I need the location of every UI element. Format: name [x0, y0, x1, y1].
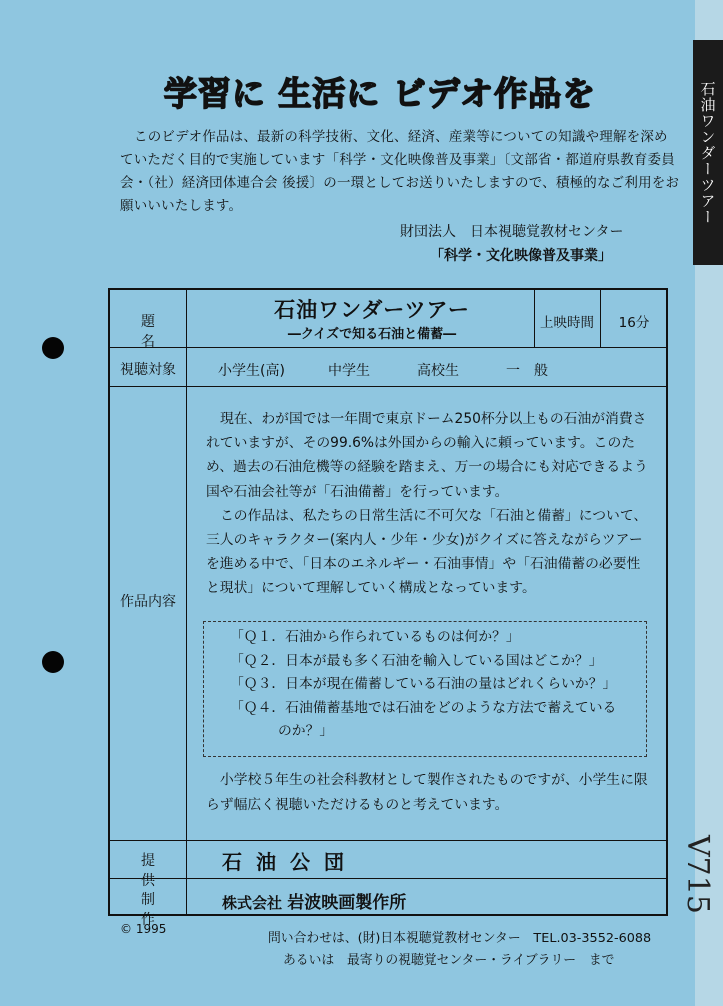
film-title: 石油ワンダーツアー: [274, 298, 470, 322]
program-name: 「科学・文化映像普及事業」: [430, 248, 612, 264]
side-title-tab: 石油ワンダーツアー: [693, 40, 723, 265]
content-paragraph: この作品は、私たちの日常生活に不可欠な「石油と備蓄」について、三人のキャラクター(案内人・少年・少女)がクイズに答えながらツアーを進める中で、「日本のエネルギー・石油事情」や「石油備蓄の必要性と現状」について理解していく構成となっています。: [206, 507, 648, 597]
audience-label: 視聴対象: [120, 362, 176, 378]
intro-paragraph: このビデオ作品は、最新の科学技術、文化、経済、産業等についての知識や理解を深めていただく目的で実施しています「科学・文化映像普及事業」〔文部省・都道府県教育委員会・（社）経済団体連合会 後援〕の一環としてお送りいたしますので、積極的なご利用をお願いいいたします。: [120, 129, 680, 214]
provider-label: 提 供: [141, 853, 205, 889]
duration-value: 16分: [618, 315, 650, 331]
handwritten-code: V715: [680, 835, 715, 914]
closing-text: [206, 768, 651, 817]
producer-prefix: 株式会社: [222, 894, 283, 912]
audience-item: 小学生(高): [218, 363, 285, 379]
punch-hole-top: [42, 337, 64, 359]
film-subtitle: ―クイズで知る石油と備蓄―: [287, 327, 457, 342]
provider-name: 石油公団: [222, 850, 358, 874]
row-divider: [110, 878, 666, 879]
punch-hole-bottom: [42, 651, 64, 673]
organization-name: 財団法人 日本視聴覚教材センター: [400, 224, 624, 240]
quiz-question: 「Ｑ４．石油備蓄基地では石油をどのような方法で蓄えている のか？」: [230, 699, 617, 739]
content-label: 作品内容: [120, 594, 176, 610]
producer-name: [222, 888, 406, 913]
inquiry-line: 問い合わせは、(財)日本視聴覚教材センター TEL.03-3552-6088: [268, 931, 652, 946]
duration-label: 上映時間: [540, 315, 594, 331]
row-divider: [110, 840, 666, 841]
title-label: 題 名: [141, 314, 205, 350]
quiz-question: 「Ｑ２．日本が最も多く石油を輸入している国はどこか？」: [230, 652, 603, 669]
audience-item: 中学生: [328, 363, 370, 379]
content-text: [206, 407, 651, 601]
quiz-question: 「Ｑ３．日本が現在備蓄している石油の量はどれくらいか？」: [230, 676, 617, 692]
audience-item: 高校生: [417, 363, 459, 379]
producer-company: 岩波映画製作所: [287, 893, 407, 913]
producer-label: 制 作: [141, 892, 205, 928]
row-divider: [110, 347, 666, 348]
audience-item: 一 般: [506, 363, 548, 379]
quiz-box: [203, 621, 647, 757]
copyright: © 1995: [120, 922, 167, 936]
content-paragraph: 現在、わが国では一年間で東京ドーム250杯分以上もの石油が消費されていますが、その99.6%は外国からの輸入に頼っています。このため、過去の石油危機等の経験を踏まえ、万一の場合にも対応できるよう国や石油会社等が「石油備蓄」を行っています。: [206, 411, 648, 500]
label-column-divider: [186, 290, 187, 914]
row-divider: [110, 386, 666, 387]
inquiry-line-2: あるいは 最寄りの視聴覚センター・ライブラリー まで: [283, 953, 615, 968]
intro-text: [120, 126, 680, 218]
info-table: [108, 288, 668, 928]
quiz-question: 「Ｑ１．石油から作られているものは何か？」: [230, 629, 520, 645]
closing-paragraph: 小学校５年生の社会科教材として製作されたものですが、小学生に限らず幅広く視聴いただけるものと考えています。: [206, 772, 648, 813]
headline: 学習に 生活に ビデオ作品を: [163, 74, 597, 113]
